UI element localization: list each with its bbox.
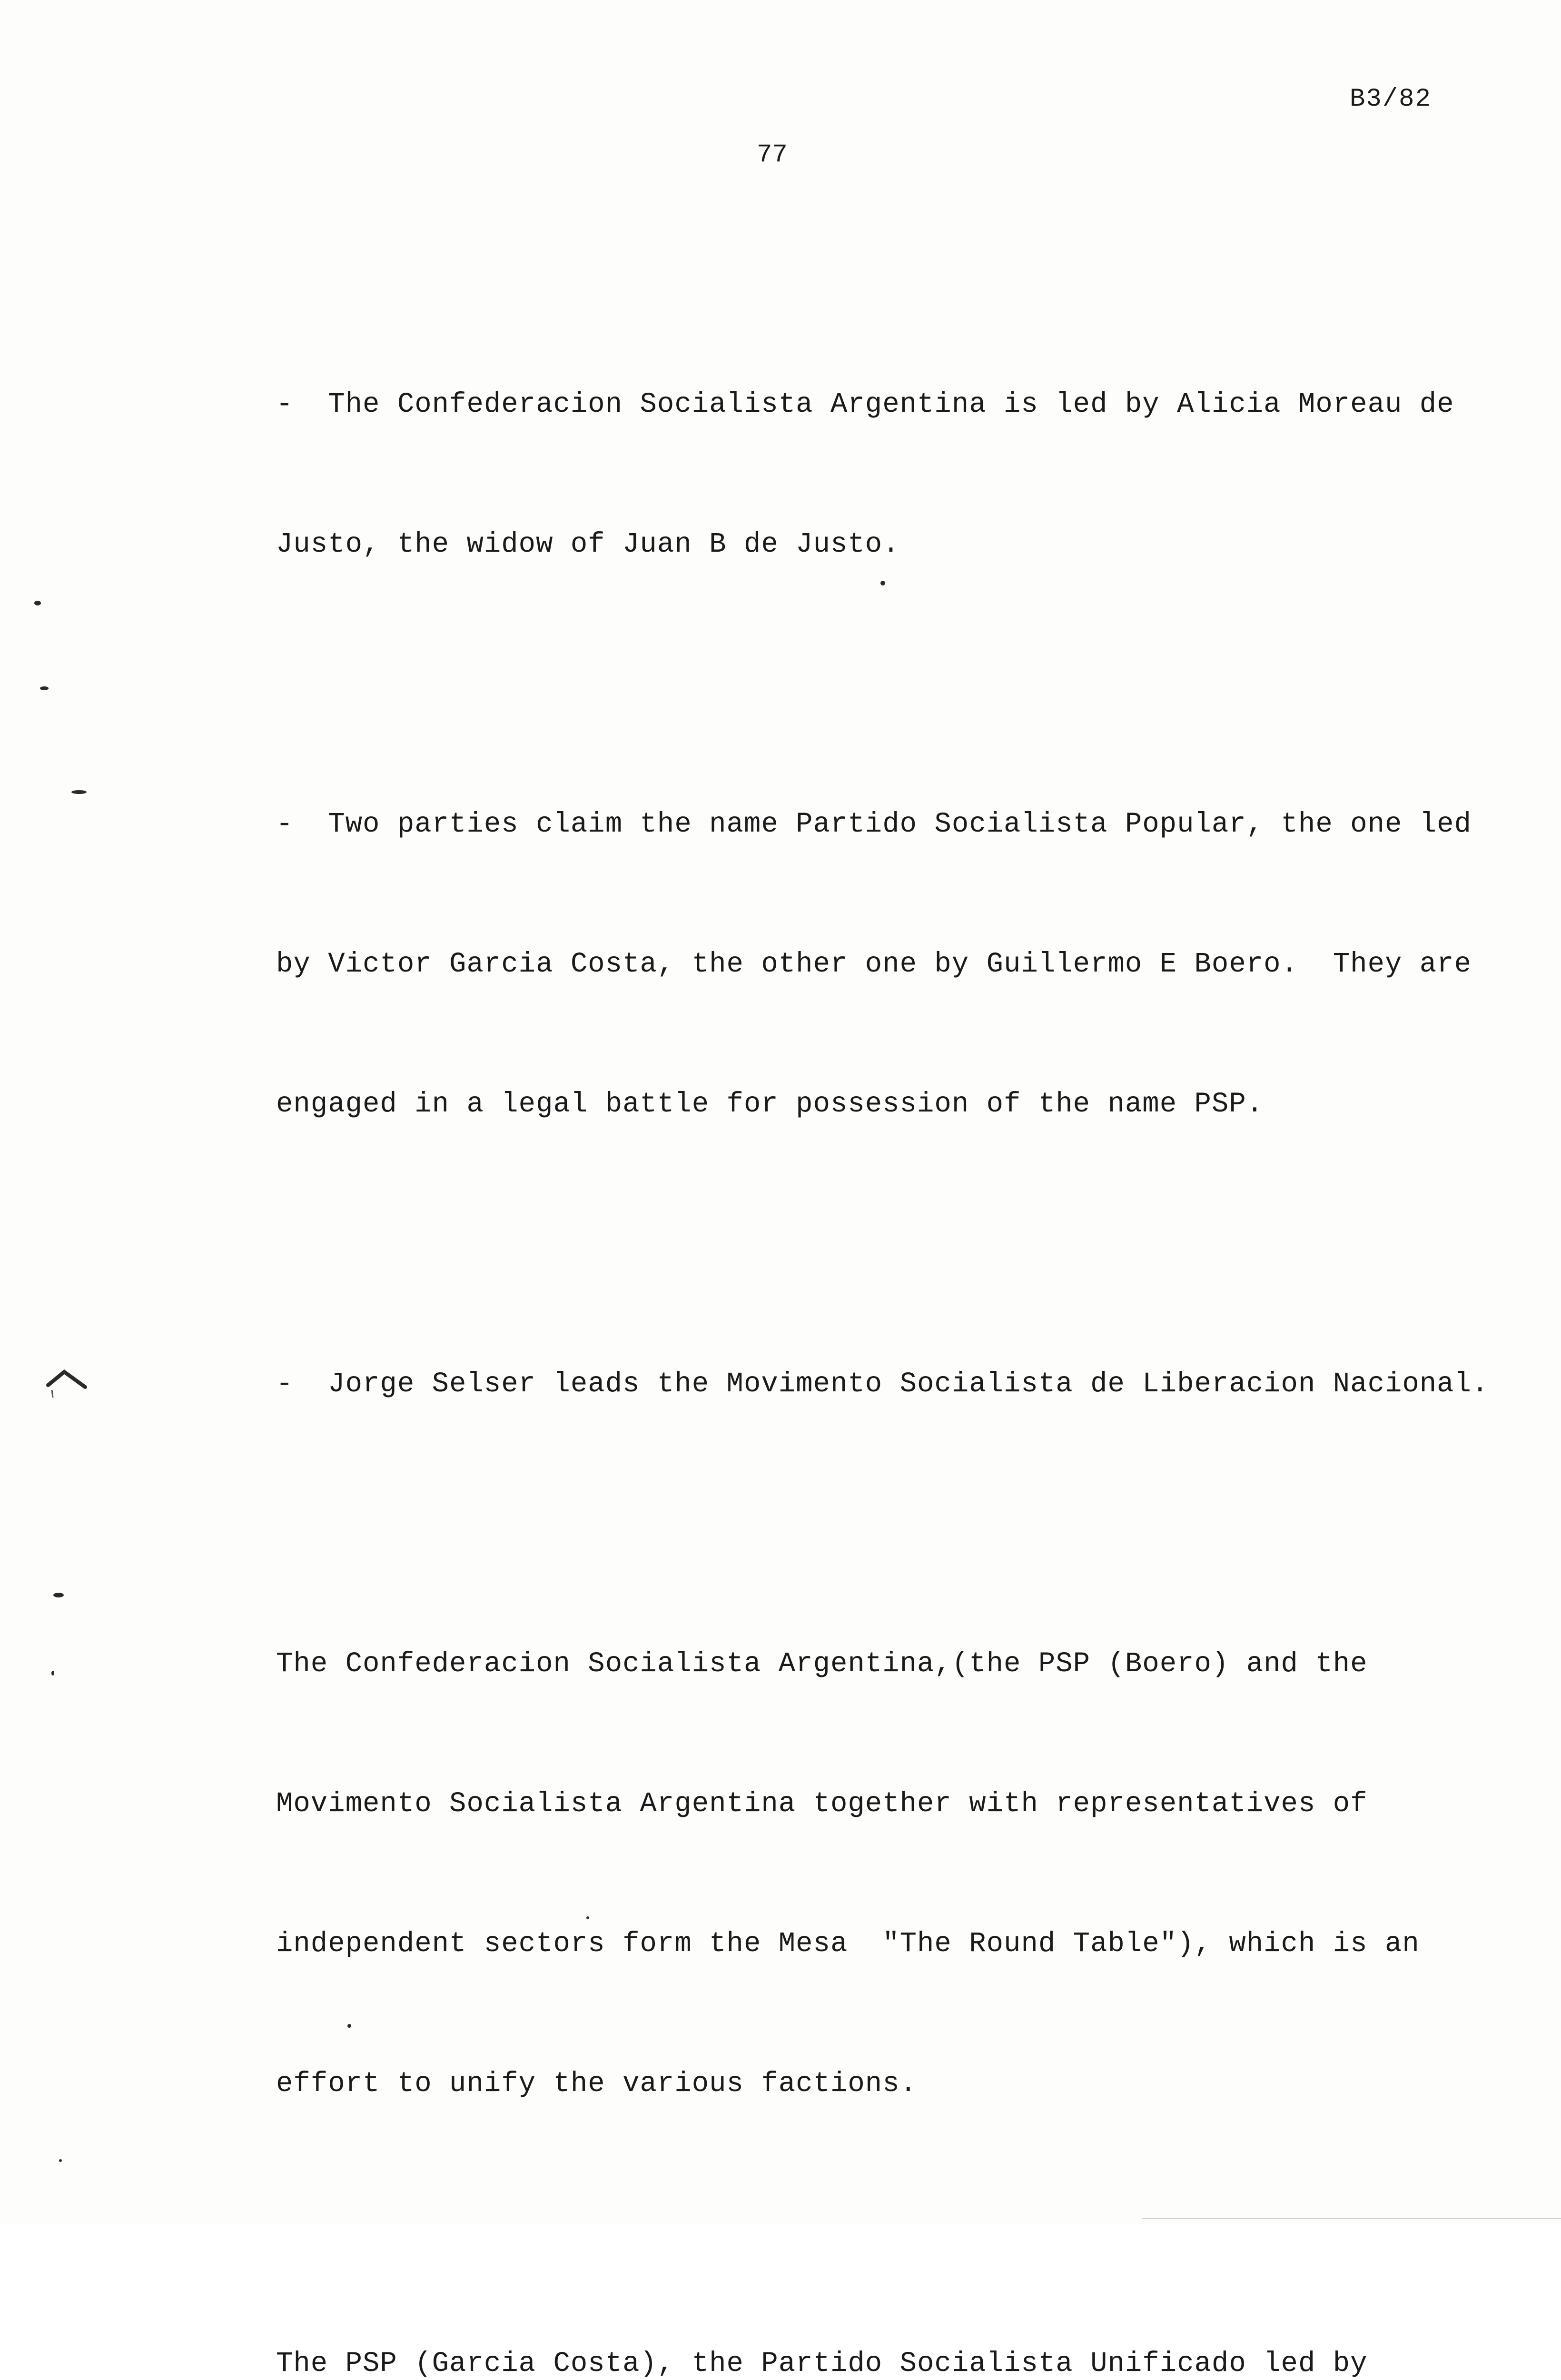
scan-speck	[880, 581, 885, 585]
scan-speck	[59, 2159, 62, 2162]
text-line: by Victor Garcia Costa, the other one by Guillermo E Boero. They are	[276, 948, 1472, 980]
scan-speck	[34, 601, 41, 605]
scan-speck	[586, 1916, 589, 1919]
text-line: The PSP (Garcia Costa), the Partido Socialista Unificado led by	[276, 2348, 1368, 2380]
paragraph	[276, 1268, 1489, 1501]
text-line: - The Confederacion Socialista Argentina is led by Alicia Moreau de	[276, 388, 1454, 420]
paragraph	[276, 1547, 1437, 2201]
page-number: 77	[757, 140, 788, 169]
paragraph	[276, 708, 1472, 1221]
scan-mark-icon	[45, 1366, 88, 1399]
text-line: engaged in a legal battle for possession of the name PSP.	[276, 1088, 1264, 1120]
text-line: Justo, the widow of Juan B de Justo.	[276, 528, 900, 560]
paragraph	[276, 2247, 1437, 2380]
reference-code: B3/82	[1349, 85, 1432, 114]
scan-speck	[51, 1671, 54, 1676]
scan-speck	[71, 790, 87, 794]
text-line: independent sectors form the Mesa "The Round Table"), which is an	[276, 1928, 1420, 1960]
scan-speck	[53, 1593, 64, 1597]
text-line: effort to unify the various factions.	[276, 2068, 918, 2100]
scan-speck	[40, 686, 49, 690]
text-line: Movimento Socialista Argentina together with representatives of	[276, 1788, 1368, 1820]
text-line: The Confederacion Socialista Argentina,(the PSP (Boero) and the	[276, 1648, 1368, 1680]
text-line: - Two parties claim the name Partido Socialista Popular, the one led	[276, 808, 1472, 840]
text-line: - Jorge Selser leads the Movimento Socialista de Liberacion Nacional.	[276, 1368, 1489, 1400]
scan-speck	[347, 2024, 351, 2028]
document-body	[276, 288, 1489, 2380]
paragraph	[276, 288, 1454, 661]
bottom-edge-rule	[1142, 2218, 1561, 2219]
